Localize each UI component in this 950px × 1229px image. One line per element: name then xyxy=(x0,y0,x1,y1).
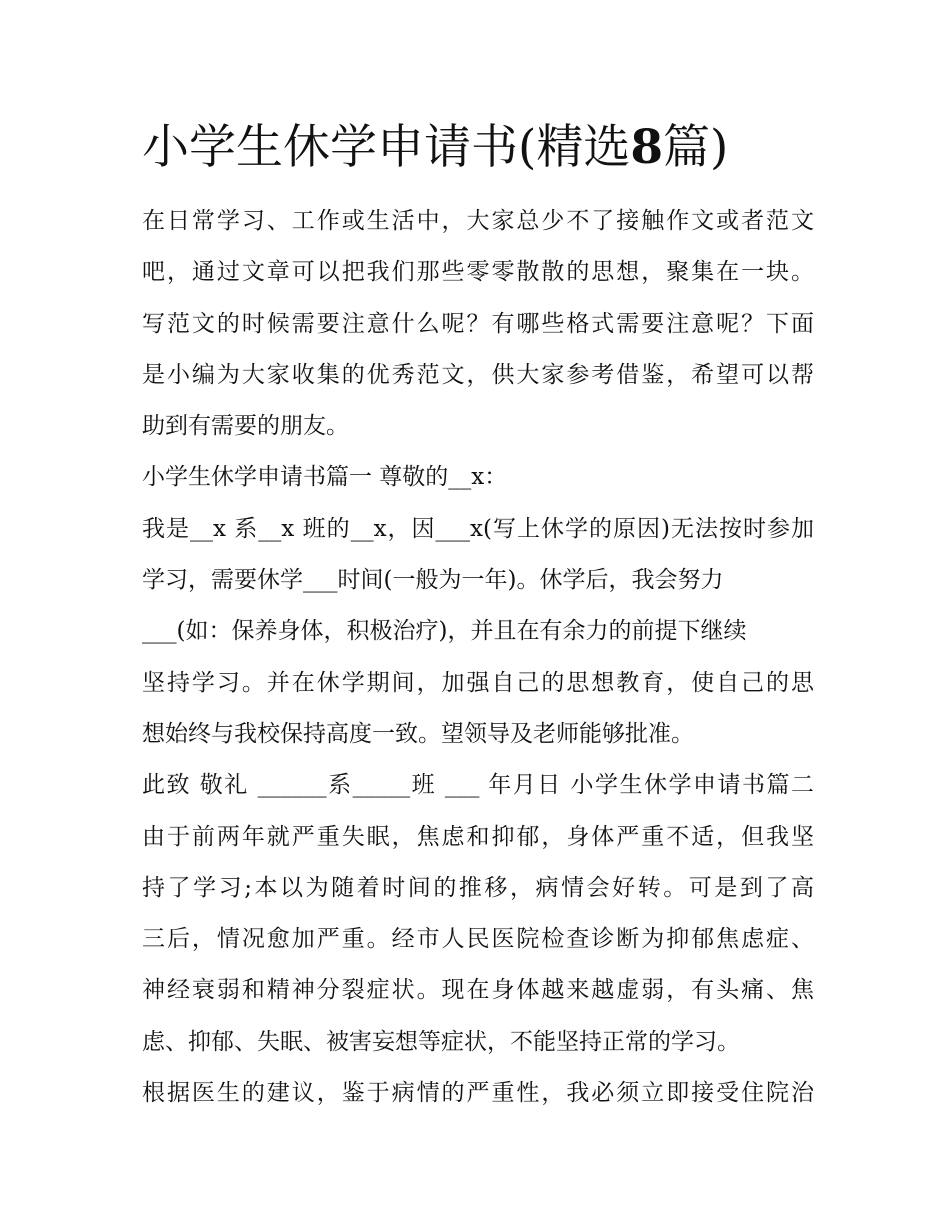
document-title xyxy=(142,116,842,180)
section-heading-line: 小学生休学申请书篇一 尊敬的__x： xyxy=(142,464,508,491)
paragraph-line: 神经衰弱和精神分裂症状。现在身体越来越虚弱，有头痛、焦 xyxy=(142,977,814,1004)
title-suffix: 篇) xyxy=(663,120,729,175)
paragraph-line: 吧，通过文章可以把我们那些零零散散的思想，聚集在一块。 xyxy=(142,259,814,286)
title-number: 8 xyxy=(630,120,664,175)
paragraph-line: 是小编为大家收集的优秀范文，供大家参考借鉴，希望可以帮 xyxy=(142,361,814,388)
paragraph-line: 三后，情况愈加严重。经市人民医院检查诊断为抑郁焦虑症、 xyxy=(142,926,814,953)
closing-line: 此致 敬礼 ______系_____班 ___ 年月日 小学生休学申请书篇二 xyxy=(142,772,814,799)
paragraph-line: 坚持学习。并在休学期间，加强自己的思想教育，使自己的思 xyxy=(142,669,814,696)
paragraph-line: 根据医生的建议，鉴于病情的严重性，我必须立即接受住院治 xyxy=(142,1080,814,1107)
paragraph-line: 助到有需要的朋友。 xyxy=(142,413,349,440)
document-body xyxy=(142,196,814,1119)
paragraph-line: 学习，需要休学___时间(一般为一年)。休学后，我会努力 xyxy=(142,567,724,594)
paragraph-line: 我是__x 系__x 班的__x，因___x(写上休学的原因)无法按时参加 xyxy=(142,515,814,542)
paragraph-line: 在日常学习、工作或生活中，大家总少不了接触作文或者范文 xyxy=(142,208,814,234)
title-prefix: 小学生休学申请书(精选 xyxy=(142,120,631,175)
paragraph-line: 由于前两年就严重失眠，焦虑和抑郁，身体严重不适，但我坚 xyxy=(142,823,814,850)
paragraph-line: 写范文的时候需要注意什么呢？有哪些格式需要注意呢？下面 xyxy=(142,310,814,337)
paragraph-line: ___(如：保养身体，积极治疗)，并且在有余力的前提下继续 xyxy=(142,618,747,645)
paragraph-line: 想始终与我校保持高度一致。望领导及老师能够批准。 xyxy=(142,720,694,747)
paragraph-line: 持了学习;本以为随着时间的推移，病情会好转。可是到了高 xyxy=(142,874,814,901)
paragraph-line: 虑、抑郁、失眠、被害妄想等症状，不能坚持正常的学习。 xyxy=(142,1028,740,1055)
